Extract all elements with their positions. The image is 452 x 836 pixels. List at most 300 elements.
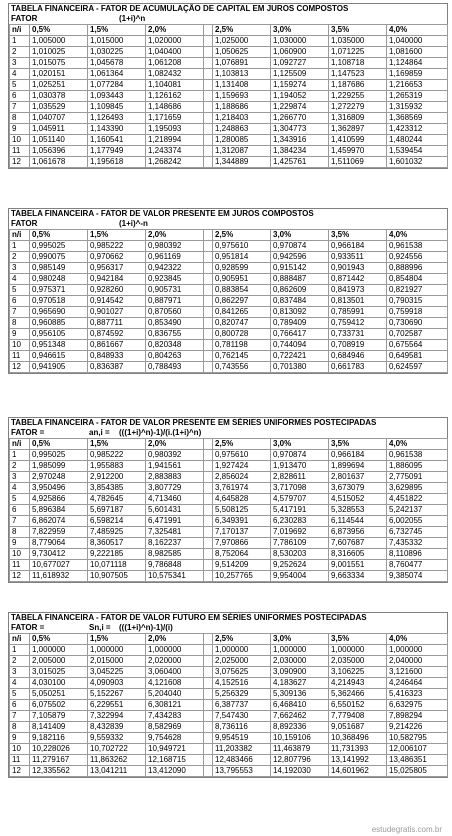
- factor-cell: 1,187686: [329, 80, 387, 91]
- table-row: [10, 711, 448, 722]
- factor-cell: 5,417191: [271, 505, 329, 516]
- factor-cell: 6,732745: [387, 527, 448, 538]
- period-cell: 11: [10, 755, 30, 766]
- factor-cell: 1,899694: [329, 461, 387, 472]
- rate-header: 4,0%: [387, 230, 448, 241]
- factor-cell: 7,898294: [387, 711, 448, 722]
- table-row: [10, 461, 448, 472]
- factor-cell: 11,731393: [329, 744, 387, 755]
- factor-cell: [204, 527, 213, 538]
- table-row: [10, 47, 448, 58]
- factor-cell: 0,980248: [30, 274, 88, 285]
- factor-cell: 0,800728: [213, 329, 271, 340]
- factor-cell: [204, 722, 213, 733]
- factor-formula: (((1+i)^n)-1)/(i.(1+i)^n): [119, 428, 202, 437]
- rate-header: 4,0%: [387, 25, 448, 36]
- factor-cell: 0,985222: [88, 241, 146, 252]
- factor-cell: 5,416323: [387, 689, 448, 700]
- factor-cell: 7,607687: [329, 538, 387, 549]
- period-cell: 6: [10, 296, 30, 307]
- rate-header: 3,0%: [271, 230, 329, 241]
- table-row: [10, 505, 448, 516]
- factor-cell: 0,821927: [387, 285, 448, 296]
- factor-cell: 11,279167: [30, 755, 88, 766]
- factor-cell: 1,040000: [387, 36, 448, 47]
- table-row: [10, 483, 448, 494]
- factor-cell: [204, 47, 213, 58]
- factor-cell: 1,268242: [146, 157, 204, 168]
- factor-formula-line: [9, 428, 447, 438]
- table-row: [10, 549, 448, 560]
- factor-cell: 7,970866: [213, 538, 271, 549]
- period-cell: 8: [10, 113, 30, 124]
- factor-cell: 5,152267: [88, 689, 146, 700]
- factor-cell: 0,813092: [271, 307, 329, 318]
- period-rate-header: n/i: [10, 439, 30, 450]
- factor-cell: 10,575341: [146, 571, 204, 582]
- factor-cell: 0,901943: [329, 263, 387, 274]
- factor-formula-line: [9, 623, 447, 633]
- factor-cell: 0,995025: [30, 241, 88, 252]
- rate-header: 0,5%: [30, 439, 88, 450]
- rate-header: 3,0%: [271, 25, 329, 36]
- factor-cell: 1,368569: [387, 113, 448, 124]
- factor-cell: 4,121608: [146, 678, 204, 689]
- factor-cell: 13,795553: [213, 766, 271, 777]
- rate-header: [204, 25, 213, 36]
- factor-cell: 10,582795: [387, 733, 448, 744]
- factor-cell: 6,229551: [88, 700, 146, 711]
- factor-symbol: an,i =: [89, 428, 110, 437]
- factor-cell: 7,322994: [88, 711, 146, 722]
- factor-cell: [204, 656, 213, 667]
- factor-cell: 12,168715: [146, 755, 204, 766]
- period-cell: 10: [10, 744, 30, 755]
- period-cell: 1: [10, 36, 30, 47]
- factor-cell: 0,788493: [146, 362, 204, 373]
- factor-cell: 6,468410: [271, 700, 329, 711]
- period-cell: 5: [10, 80, 30, 91]
- factor-cell: 4,030100: [30, 678, 88, 689]
- factor-cell: 1,425761: [271, 157, 329, 168]
- factor-cell: 4,152516: [213, 678, 271, 689]
- rate-header: 1,5%: [88, 634, 146, 645]
- factor-cell: 0,980392: [146, 241, 204, 252]
- factor-cell: 0,871442: [329, 274, 387, 285]
- factor-cell: 1,020151: [30, 69, 88, 80]
- factor-cell: 1,060900: [271, 47, 329, 58]
- factor-cell: 7,325481: [146, 527, 204, 538]
- factor-cell: 4,579707: [271, 494, 329, 505]
- factor-cell: 8,582969: [146, 722, 204, 733]
- period-cell: 4: [10, 678, 30, 689]
- factor-cell: 2,040000: [387, 656, 448, 667]
- factor-cell: 3,761974: [213, 483, 271, 494]
- factor-cell: 0,837484: [271, 296, 329, 307]
- factor-cell: 0,942596: [271, 252, 329, 263]
- factor-cell: 1,927424: [213, 461, 271, 472]
- factor-cell: 9,252624: [271, 560, 329, 571]
- factor-cell: 0,887711: [88, 318, 146, 329]
- factor-cell: 4,090903: [88, 678, 146, 689]
- factor-cell: 9,182116: [30, 733, 88, 744]
- period-rate-header: n/i: [10, 230, 30, 241]
- factor-cell: 0,946615: [30, 351, 88, 362]
- factor-cell: 0,975610: [213, 241, 271, 252]
- rate-header: 3,5%: [329, 25, 387, 36]
- factor-cell: 14,601962: [329, 766, 387, 777]
- factor-cell: 1,092727: [271, 58, 329, 69]
- factor-cell: 8,760477: [387, 560, 448, 571]
- factor-cell: 5,328553: [329, 505, 387, 516]
- factor-cell: 4,713460: [146, 494, 204, 505]
- financial-table: [8, 417, 448, 583]
- factor-cell: [204, 516, 213, 527]
- factor-cell: [204, 450, 213, 461]
- factor-cell: 4,925866: [30, 494, 88, 505]
- factor-cell: 3,015025: [30, 667, 88, 678]
- factor-table: [9, 229, 448, 373]
- rate-header: [204, 634, 213, 645]
- factor-cell: 1,316809: [329, 113, 387, 124]
- period-cell: 2: [10, 252, 30, 263]
- factor-cell: 0,874592: [88, 329, 146, 340]
- factor-cell: 3,807729: [146, 483, 204, 494]
- factor-cell: 0,901027: [88, 307, 146, 318]
- factor-cell: 7,547430: [213, 711, 271, 722]
- factor-cell: 1,000000: [213, 645, 271, 656]
- period-cell: 5: [10, 285, 30, 296]
- period-cell: 4: [10, 69, 30, 80]
- period-cell: 1: [10, 241, 30, 252]
- factor-cell: 1,384234: [271, 146, 329, 157]
- factor-cell: [204, 689, 213, 700]
- factor-cell: 1,243374: [146, 146, 204, 157]
- factor-cell: 8,141409: [30, 722, 88, 733]
- factor-cell: [204, 472, 213, 483]
- factor-cell: 1,272279: [329, 102, 387, 113]
- factor-cell: 9,222185: [88, 549, 146, 560]
- factor-cell: 8,736116: [213, 722, 271, 733]
- factor-cell: 1,280085: [213, 135, 271, 146]
- factor-cell: 0,941905: [30, 362, 88, 373]
- factor-cell: 3,717098: [271, 483, 329, 494]
- factor-cell: 0,914542: [88, 296, 146, 307]
- factor-cell: 1,000000: [146, 645, 204, 656]
- factor-cell: 4,782645: [88, 494, 146, 505]
- period-cell: 12: [10, 766, 30, 777]
- factor-cell: 7,435332: [387, 538, 448, 549]
- factor-cell: 0,960885: [30, 318, 88, 329]
- factor-cell: 3,629895: [387, 483, 448, 494]
- factor-cell: [204, 263, 213, 274]
- factor-cell: 2,020000: [146, 656, 204, 667]
- factor-cell: 7,485925: [88, 527, 146, 538]
- table-title: TABELA FINANCEIRA - FATOR DE ACUMULAÇÃO DE CAPITAL EM JUROS COMPOSTOS: [11, 4, 349, 13]
- factor-cell: 1,195618: [88, 157, 146, 168]
- period-cell: 12: [10, 571, 30, 582]
- factor-cell: 9,754628: [146, 733, 204, 744]
- table-row: [10, 722, 448, 733]
- factor-cell: [204, 549, 213, 560]
- factor-cell: 0,862297: [213, 296, 271, 307]
- period-rate-header: n/i: [10, 634, 30, 645]
- period-rate-header: n/i: [10, 25, 30, 36]
- period-cell: 3: [10, 472, 30, 483]
- factor-cell: [204, 307, 213, 318]
- factor-cell: 1,941561: [146, 461, 204, 472]
- factor-cell: 1,109845: [88, 102, 146, 113]
- factor-cell: 15,025805: [387, 766, 448, 777]
- factor-cell: 0,804263: [146, 351, 204, 362]
- factor-cell: 1,040400: [146, 47, 204, 58]
- factor-cell: 0,942184: [88, 274, 146, 285]
- factor-symbol: [89, 219, 119, 229]
- factor-cell: 0,820747: [213, 318, 271, 329]
- factor-cell: 9,730412: [30, 549, 88, 560]
- factor-cell: 0,836755: [146, 329, 204, 340]
- table-title: TABELA FINANCEIRA - FATOR DE VALOR PRESENTE EM JUROS COMPOSTOS: [11, 209, 314, 218]
- rate-header: 3,5%: [329, 439, 387, 450]
- factor-cell: 0,762145: [213, 351, 271, 362]
- factor-cell: [204, 296, 213, 307]
- factor-cell: 9,051687: [329, 722, 387, 733]
- factor-cell: 5,204040: [146, 689, 204, 700]
- factor-cell: 5,896384: [30, 505, 88, 516]
- table-row: [10, 362, 448, 373]
- table-row: [10, 274, 448, 285]
- factor-cell: 9,954519: [213, 733, 271, 744]
- factor-cell: 1,539454: [387, 146, 448, 157]
- factor-cell: [204, 157, 213, 168]
- factor-cell: 3,854385: [88, 483, 146, 494]
- factor-cell: [204, 483, 213, 494]
- factor-cell: [204, 351, 213, 362]
- factor-cell: 9,514209: [213, 560, 271, 571]
- factor-cell: 1,035529: [30, 102, 88, 113]
- factor-cell: 10,257765: [213, 571, 271, 582]
- factor-cell: [204, 362, 213, 373]
- period-cell: 11: [10, 146, 30, 157]
- factor-cell: 0,675564: [387, 340, 448, 351]
- factor-cell: 0,965690: [30, 307, 88, 318]
- factor-cell: 1,030000: [271, 36, 329, 47]
- table-row: [10, 307, 448, 318]
- factor-cell: 1,056396: [30, 146, 88, 157]
- table-row: [10, 124, 448, 135]
- period-cell: 7: [10, 711, 30, 722]
- period-cell: 6: [10, 91, 30, 102]
- factor-cell: 1,045911: [30, 124, 88, 135]
- period-cell: 10: [10, 135, 30, 146]
- factor-cell: 0,975371: [30, 285, 88, 296]
- factor-cell: 0,862609: [271, 285, 329, 296]
- table-row: [10, 755, 448, 766]
- factor-cell: 10,071118: [88, 560, 146, 571]
- factor-cell: 9,214226: [387, 722, 448, 733]
- site-watermark: estudegratis.com.br: [371, 825, 442, 834]
- factor-cell: 3,950496: [30, 483, 88, 494]
- factor-cell: 1,159274: [271, 80, 329, 91]
- factor-cell: 0,733731: [329, 329, 387, 340]
- factor-cell: [204, 80, 213, 91]
- factor-cell: 0,744094: [271, 340, 329, 351]
- factor-cell: 0,887971: [146, 296, 204, 307]
- factor-cell: [204, 124, 213, 135]
- factor-cell: 1,601032: [387, 157, 448, 168]
- factor-cell: [204, 329, 213, 340]
- factor-cell: 1,005000: [30, 36, 88, 47]
- table-row: [10, 146, 448, 157]
- factor-cell: 1,108718: [329, 58, 387, 69]
- table-row: [10, 113, 448, 124]
- period-cell: 6: [10, 700, 30, 711]
- factor-cell: 2,030000: [271, 656, 329, 667]
- factor-cell: 1,177949: [88, 146, 146, 157]
- factor-label: FATOR =: [11, 623, 45, 632]
- period-cell: 1: [10, 645, 30, 656]
- factor-cell: 5,697187: [88, 505, 146, 516]
- factor-cell: 8,316605: [329, 549, 387, 560]
- factor-cell: 0,722421: [271, 351, 329, 362]
- factor-cell: 0,766417: [271, 329, 329, 340]
- factor-cell: 12,807796: [271, 755, 329, 766]
- factor-cell: 3,045225: [88, 667, 146, 678]
- period-cell: 4: [10, 274, 30, 285]
- factor-cell: 1,343916: [271, 135, 329, 146]
- factor-cell: 1,218403: [213, 113, 271, 124]
- factor-cell: 2,828611: [271, 472, 329, 483]
- factor-cell: 2,856024: [213, 472, 271, 483]
- factor-cell: 1,344889: [213, 157, 271, 168]
- factor-cell: 5,362466: [329, 689, 387, 700]
- factor-cell: 6,471991: [146, 516, 204, 527]
- factor-cell: 1,194052: [271, 91, 329, 102]
- factor-cell: [204, 135, 213, 146]
- factor-cell: 1,265319: [387, 91, 448, 102]
- factor-cell: 0,951348: [30, 340, 88, 351]
- factor-cell: 6,598214: [88, 516, 146, 527]
- factor-cell: 1,045678: [88, 58, 146, 69]
- factor-cell: 0,781198: [213, 340, 271, 351]
- factor-cell: 0,888487: [271, 274, 329, 285]
- factor-cell: 8,162237: [146, 538, 204, 549]
- factor-cell: 0,970874: [271, 450, 329, 461]
- period-cell: 10: [10, 340, 30, 351]
- rate-header: 0,5%: [30, 230, 88, 241]
- rate-header: [204, 439, 213, 450]
- factor-cell: 1,030225: [88, 47, 146, 58]
- factor-cell: [204, 113, 213, 124]
- factor-cell: 0,970662: [88, 252, 146, 263]
- factor-cell: 0,708919: [329, 340, 387, 351]
- period-cell: 2: [10, 47, 30, 58]
- factor-cell: 13,141992: [329, 755, 387, 766]
- table-row: [10, 135, 448, 146]
- rate-header: 1,5%: [88, 230, 146, 241]
- rate-header: 1,5%: [88, 439, 146, 450]
- factor-cell: 0,933511: [329, 252, 387, 263]
- period-cell: 12: [10, 362, 30, 373]
- factor-cell: 1,423312: [387, 124, 448, 135]
- period-cell: 7: [10, 102, 30, 113]
- factor-cell: 1,315932: [387, 102, 448, 113]
- factor-cell: 1,169859: [387, 69, 448, 80]
- factor-cell: 12,483466: [213, 755, 271, 766]
- factor-cell: [204, 285, 213, 296]
- table-row: [10, 494, 448, 505]
- financial-table: [8, 612, 448, 778]
- table-row: [10, 766, 448, 777]
- factor-cell: 0,995025: [30, 450, 88, 461]
- period-cell: 9: [10, 538, 30, 549]
- factor-cell: 0,975610: [213, 450, 271, 461]
- rate-header: 3,5%: [329, 230, 387, 241]
- factor-cell: 6,862074: [30, 516, 88, 527]
- rate-header: 3,0%: [271, 634, 329, 645]
- factor-cell: 4,214943: [329, 678, 387, 689]
- factor-cell: [204, 252, 213, 263]
- factor-cell: 1,050625: [213, 47, 271, 58]
- factor-cell: 6,632975: [387, 700, 448, 711]
- rate-header: 2,0%: [146, 230, 204, 241]
- factor-cell: [204, 560, 213, 571]
- factor-cell: 1,131408: [213, 80, 271, 91]
- factor-cell: 10,677027: [30, 560, 88, 571]
- table-row: [10, 733, 448, 744]
- period-cell: 8: [10, 527, 30, 538]
- period-cell: 10: [10, 549, 30, 560]
- factor-cell: 0,970874: [271, 241, 329, 252]
- factor-cell: 6,114544: [329, 516, 387, 527]
- factor-cell: 0,990075: [30, 252, 88, 263]
- factor-cell: 1,188686: [213, 102, 271, 113]
- factor-cell: 1,125509: [271, 69, 329, 80]
- financial-table: [8, 208, 448, 374]
- factor-cell: 6,349391: [213, 516, 271, 527]
- table-row: [10, 58, 448, 69]
- period-cell: 12: [10, 157, 30, 168]
- table-header-row: [10, 230, 448, 241]
- factor-cell: 8,982585: [146, 549, 204, 560]
- table-header-row: [10, 439, 448, 450]
- factor-cell: 6,002055: [387, 516, 448, 527]
- period-cell: 8: [10, 722, 30, 733]
- period-cell: 9: [10, 733, 30, 744]
- factor-cell: 2,801637: [329, 472, 387, 483]
- factor-cell: 1,104081: [146, 80, 204, 91]
- factor-cell: 1,985099: [30, 461, 88, 472]
- factor-cell: 6,550152: [329, 700, 387, 711]
- factor-cell: 1,312087: [213, 146, 271, 157]
- factor-cell: 1,126162: [146, 91, 204, 102]
- factor-cell: 10,228026: [30, 744, 88, 755]
- factor-cell: 0,848933: [88, 351, 146, 362]
- factor-cell: 5,309136: [271, 689, 329, 700]
- factor-table: [9, 24, 448, 168]
- factor-cell: 1,147523: [329, 69, 387, 80]
- factor-cell: 1,015075: [30, 58, 88, 69]
- factor-cell: [204, 102, 213, 113]
- factor-cell: 0,915142: [271, 263, 329, 274]
- factor-cell: 1,143390: [88, 124, 146, 135]
- factor-cell: 0,923845: [146, 274, 204, 285]
- financial-table: [8, 3, 448, 169]
- factor-table: [9, 633, 448, 777]
- factor-cell: 1,248863: [213, 124, 271, 135]
- factor-cell: 2,005000: [30, 656, 88, 667]
- factor-cell: 1,480244: [387, 135, 448, 146]
